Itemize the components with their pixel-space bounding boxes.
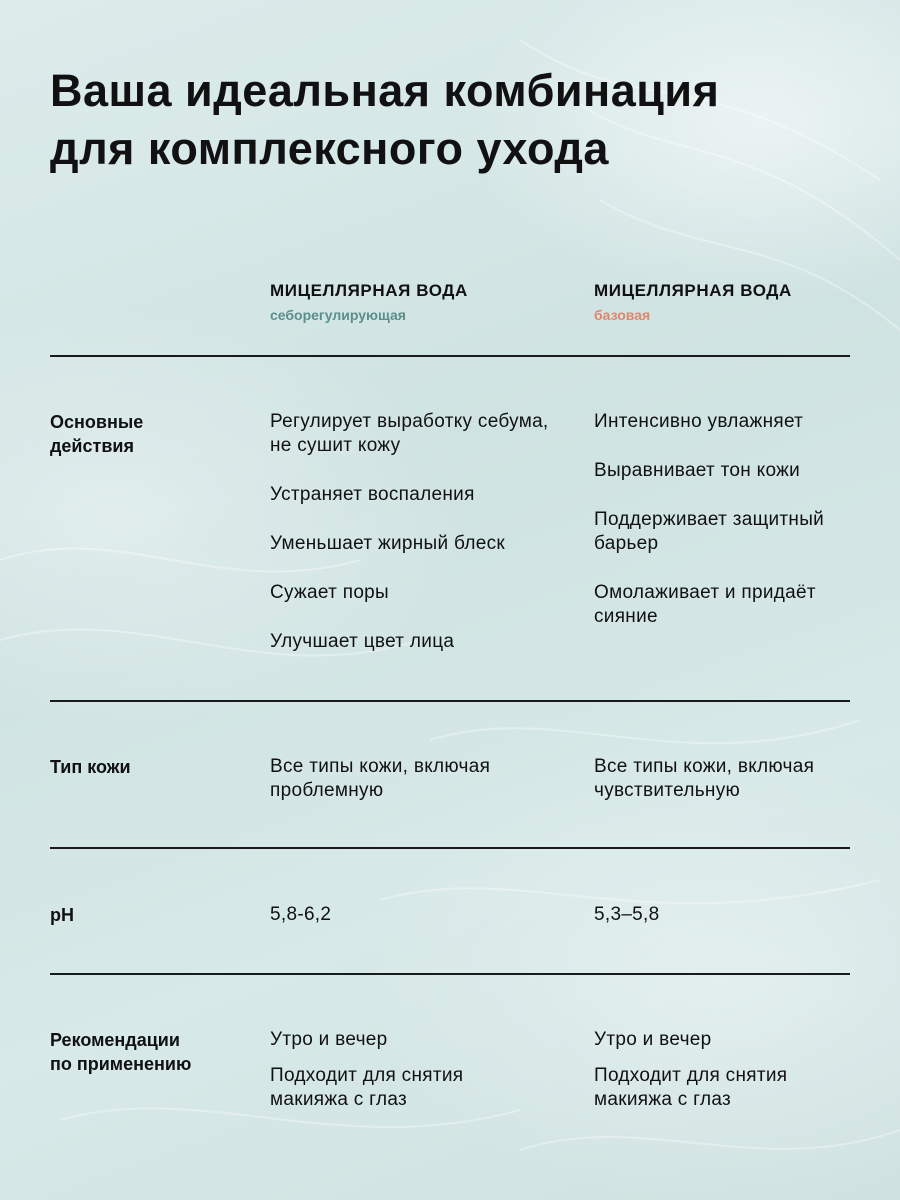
title-line-1: Ваша идеальная комбинация: [50, 65, 720, 116]
list-item: Утро и вечер: [594, 1029, 712, 1050]
usage-col-1: [270, 1028, 520, 1112]
row-label-skin-type: Тип кожи: [50, 757, 131, 777]
list-item: Утро и вечер: [270, 1029, 388, 1050]
list-item: Выравнивает тон кожи: [594, 460, 801, 481]
row-label-actions-line-1: Основные: [50, 412, 144, 432]
list-item: Регулирует выработку себума, не сушит кожу: [270, 411, 549, 456]
column-header-basic: [594, 280, 792, 326]
actions-col-2: [594, 410, 884, 629]
list-item: Сужает поры: [270, 582, 390, 603]
ph-col-2: 5,3–5,8: [594, 904, 660, 925]
row-label-actions: [50, 410, 240, 458]
divider: [50, 700, 850, 702]
row-label-usage-line-2: по применению: [50, 1054, 192, 1074]
title-line-2: для комплексного ухода: [50, 123, 609, 174]
divider: [50, 973, 850, 975]
usage-col-2: [594, 1028, 844, 1112]
column-2-name: МИЦЕЛЛЯРНАЯ ВОДА: [594, 281, 792, 300]
list-item: Улучшает цвет лица: [270, 631, 455, 652]
list-item: Уменьшает жирный блеск: [270, 533, 505, 554]
list-item: Подходит для снятия макияжа с глаз: [594, 1065, 788, 1110]
ph-col-1: 5,8-6,2: [270, 904, 332, 925]
list-item: Поддерживает защитный барьер: [594, 509, 825, 554]
skin-type-col-2: Все типы кожи, включая чувствительную: [594, 756, 815, 801]
column-1-name: МИЦЕЛЛЯРНАЯ ВОДА: [270, 281, 468, 300]
column-1-subtitle: себорегулирующая: [270, 307, 406, 323]
row-label-usage-line-1: Рекомендации: [50, 1030, 180, 1050]
divider: [50, 355, 850, 357]
row-label-ph: pH: [50, 905, 74, 925]
list-item: Устраняет воспаления: [270, 484, 475, 505]
divider: [50, 847, 850, 849]
row-label-usage: [50, 1028, 240, 1076]
row-label-actions-line-2: действия: [50, 436, 134, 456]
list-item: Интенсивно увлажняет: [594, 411, 804, 432]
list-item: Омолаживает и придаёт сияние: [594, 582, 816, 627]
column-2-subtitle: базовая: [594, 307, 651, 323]
page-title: [50, 62, 850, 178]
actions-col-1: [270, 410, 560, 654]
list-item: Подходит для снятия макияжа с глаз: [270, 1065, 464, 1110]
skin-type-col-1: Все типы кожи, включая проблемную: [270, 756, 491, 801]
column-header-seboregulating: [270, 280, 468, 326]
